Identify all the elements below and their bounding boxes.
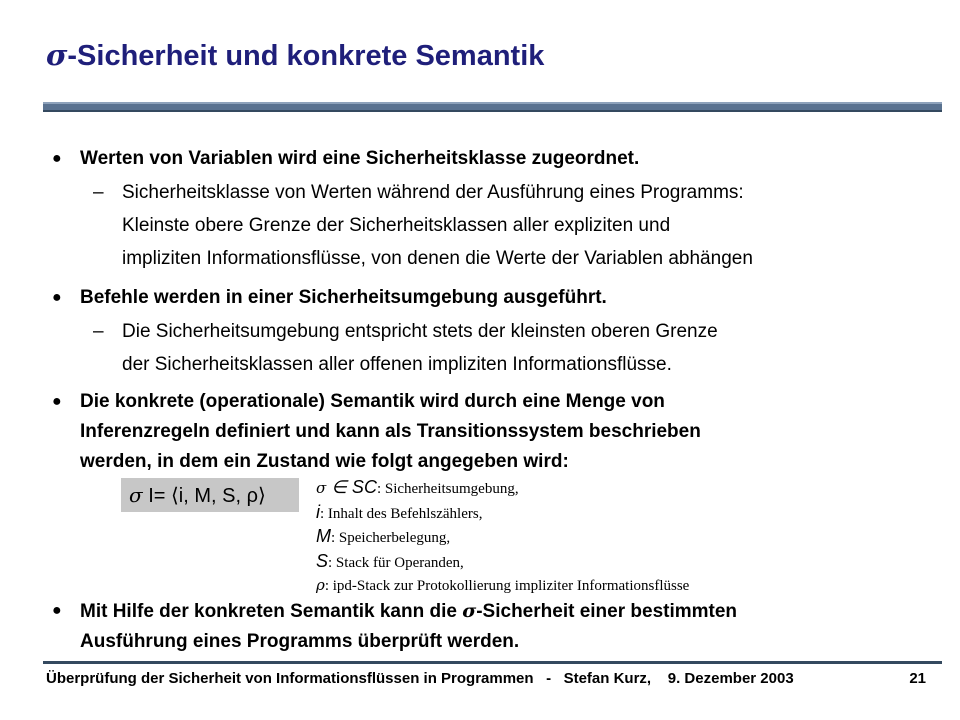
legend-key-m: M bbox=[316, 526, 331, 546]
bullet-2-main bbox=[46, 283, 926, 313]
legend-desc-m: : Speicherbelegung, bbox=[331, 530, 451, 546]
bullet-4-main bbox=[46, 596, 926, 657]
formula-sigma: σ bbox=[129, 483, 143, 507]
bullet-dot-icon: ● bbox=[52, 150, 62, 167]
title-divider bbox=[43, 102, 942, 112]
bullet-3 bbox=[46, 387, 926, 477]
bullet-3-line-3: werden, in dem ein Zustand wie folgt angegeben wird: bbox=[80, 451, 569, 472]
bullet-3-line-2: Inferenzregeln definiert und kann als Transitionssystem beschrieben bbox=[80, 421, 701, 442]
bullet-2-sub-line-2: der Sicherheitsklassen aller offenen impliziten Informationsflüsse. bbox=[122, 354, 672, 375]
legend-item-m bbox=[316, 525, 916, 550]
legend-desc-rho: : ipd-Stack zur Protokollierung impliziter Informationsflüsse bbox=[324, 578, 690, 594]
bullet-1-text: Werten von Variablen wird eine Sicherheitsklasse zugeordnet. bbox=[80, 148, 640, 169]
legend-key-rho: ρ bbox=[316, 576, 325, 594]
bullet-1-sub-line-3: impliziten Informationsflüsse, von denen die Werte der Variablen abhängen bbox=[122, 248, 753, 269]
bullet-3-main bbox=[46, 387, 926, 477]
legend-key-sigma: σ bbox=[316, 479, 327, 497]
legend-key-i: i bbox=[316, 501, 320, 522]
bullet-4-post: -Sicherheit einer bestimmten bbox=[476, 601, 738, 622]
title-text: -Sicherheit und konkrete Semantik bbox=[67, 40, 545, 72]
bullet-dot-icon: ● bbox=[52, 393, 62, 410]
sub-dash: – bbox=[93, 182, 104, 203]
legend-item-i bbox=[316, 501, 916, 526]
bullet-1-main bbox=[46, 144, 926, 174]
state-formula bbox=[121, 478, 299, 512]
legend-item-rho bbox=[316, 574, 916, 598]
legend-key-s: S bbox=[316, 550, 329, 571]
bullet-4-pre: Mit Hilfe der konkreten Semantik kann die bbox=[80, 601, 463, 622]
footer-text: Überprüfung der Sicherheit von Informationsflüssen in Programmen - Stefan Kurz, 9. Dezember 2003 bbox=[46, 670, 794, 687]
bullet-dot-icon: ● bbox=[52, 289, 62, 306]
bullet-3-line-1: Die konkrete (operationale) Semantik wird durch eine Menge von bbox=[80, 391, 665, 412]
footer-divider bbox=[43, 661, 942, 664]
bullet-2-sub-line-1: Die Sicherheitsumgebung entspricht stets der kleinsten oberen Grenze bbox=[122, 321, 718, 342]
formula-legend bbox=[316, 476, 916, 598]
bullet-4-sigma: σ bbox=[462, 600, 477, 622]
legend-desc-sigma: : Sicherheitsumgebung, bbox=[376, 481, 519, 497]
bullet-4-line-1 bbox=[80, 596, 926, 627]
sub-dash: – bbox=[93, 321, 104, 342]
bullet-dot-icon: ● bbox=[52, 602, 62, 619]
bullet-4 bbox=[46, 596, 926, 657]
legend-item-sigma bbox=[316, 476, 916, 501]
legend-item-s bbox=[316, 550, 916, 575]
legend-desc-s: : Stack für Operanden, bbox=[328, 554, 464, 571]
legend-key-sc: ∈ SC bbox=[326, 477, 377, 497]
slide-title bbox=[46, 38, 544, 73]
bullet-1-sub-line-2: Kleinste obere Grenze der Sicherheitsklassen aller expliziten und bbox=[122, 215, 671, 236]
bullet-4-line-2: Ausführung eines Programms überprüft werden. bbox=[80, 631, 520, 652]
page-number: 21 bbox=[909, 670, 926, 687]
bullet-2-text: Befehle werden in einer Sicherheitsumgebung ausgeführt. bbox=[80, 287, 607, 308]
title-sigma: σ bbox=[46, 38, 68, 72]
bullet-1-sub-line-1: Sicherheitsklasse von Werten während der Ausführung eines Programms: bbox=[122, 182, 744, 203]
bullet-2-sub bbox=[46, 315, 926, 381]
legend-desc-i: : Inhalt des Befehlszählers, bbox=[320, 505, 483, 522]
bullet-1-sub bbox=[46, 176, 926, 275]
formula-rest: I= ⟨i, M, S, ρ⟩ bbox=[142, 485, 266, 507]
slide-footer bbox=[46, 670, 926, 687]
bullet-1 bbox=[46, 144, 926, 275]
bullet-2 bbox=[46, 283, 926, 381]
